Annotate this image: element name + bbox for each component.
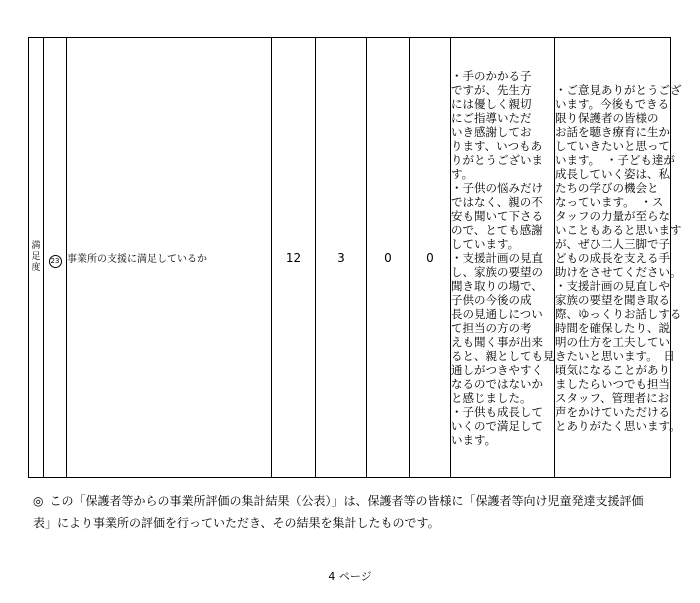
- opinion-line: ので、とても感謝: [451, 222, 543, 237]
- responses-cell: [555, 38, 682, 478]
- opinion-line: しています。: [451, 236, 520, 251]
- opinion-line: ですが、先生方: [451, 82, 532, 97]
- response-line: が、ぜひ二人三脚で子: [555, 236, 670, 251]
- response-line: とありがたく思います。: [555, 418, 681, 433]
- category-cell: [29, 38, 44, 478]
- category-char: 度: [31, 263, 41, 273]
- response-line: ・ご意見ありがとうござ: [555, 82, 682, 97]
- response-line: きたいと思います。 日: [555, 348, 675, 363]
- response-line: 際、ゆっくりお話しする: [555, 306, 682, 321]
- response-line: どもの成長を支える手: [555, 250, 670, 265]
- opinion-line: ・子供の悩みだけ: [451, 180, 543, 195]
- table-row: [29, 38, 671, 478]
- opinion-line: えも聞く事が出来: [451, 334, 543, 349]
- category-char: 足: [31, 252, 41, 262]
- footnote-text-2: 表」により事業所の評価を行っていただき、その結果を集計したものです。: [33, 516, 440, 530]
- response-line: 明の仕方を工夫してい: [555, 334, 670, 349]
- question-number-cell: [44, 38, 67, 478]
- response-line: います。今後もできる: [555, 96, 670, 111]
- response-line: ・支援計画の見直しや: [555, 278, 670, 293]
- footnote-symbol: ◎: [33, 494, 44, 508]
- response-line: スタッフ、管理者にお: [555, 390, 670, 405]
- response-line: タッフの力量が至らな: [555, 208, 670, 223]
- response-line: 声をかけていただける: [555, 404, 670, 419]
- response-line: 家族の要望を聞き取る: [555, 292, 670, 307]
- footnote-text-1: この「保護者等からの事業所評価の集計結果（公表）」は、保護者等の皆様に「保護者等向け児童発達支援評価: [49, 494, 644, 508]
- opinion-line: にご指導いただ: [451, 110, 532, 125]
- question-text: 事業所の支援に満足しているか: [67, 38, 272, 478]
- response-line: なっています。 ・ス: [555, 194, 664, 209]
- opinion-line: いき感謝してお: [451, 124, 532, 139]
- opinion-line: 子供の今後の成: [451, 292, 532, 307]
- page-number: 4 ページ: [328, 570, 372, 583]
- response-line: ましたらいつでも担当: [555, 376, 670, 391]
- footnote: [33, 490, 683, 534]
- response-line: 頃気になることがあり: [555, 362, 670, 377]
- count-yes: 12: [272, 38, 316, 478]
- opinion-line: て担当の方の考: [451, 320, 532, 335]
- opinion-line: ります、いつもあ: [451, 138, 543, 153]
- opinion-line: ・手のかかる子: [451, 68, 532, 83]
- question-number: 23: [49, 255, 62, 268]
- opinion-line: 聞き取りの場で、: [451, 278, 543, 293]
- footnote-line-1: [33, 490, 683, 512]
- opinion-line: いくので満足して: [451, 418, 543, 433]
- response-line: していきたいと思って: [555, 138, 670, 153]
- opinions-text: [451, 69, 554, 447]
- count-neutral: 3: [316, 38, 367, 478]
- response-line: 助けをさせてください。: [555, 264, 682, 279]
- opinion-line: す。: [451, 166, 474, 181]
- opinion-line: ・子供も成長して: [451, 404, 543, 419]
- opinion-line: ・支援計画の見直: [451, 250, 543, 265]
- opinion-line: には優しく親切: [451, 96, 532, 111]
- opinion-line: なるのではないか: [451, 376, 543, 391]
- responses-text: [555, 82, 682, 433]
- count-no: 0: [367, 38, 410, 478]
- opinion-line: ではなく、親の不: [451, 194, 543, 209]
- evaluation-table: [28, 37, 682, 478]
- opinion-line: りがとうございま: [451, 152, 543, 167]
- opinion-line: 通しがつきやすく: [451, 362, 543, 377]
- opinion-line: います。: [451, 432, 497, 447]
- opinion-line: 長の見通しについ: [451, 306, 543, 321]
- opinion-line: し、家族の要望の: [451, 264, 543, 279]
- opinion-line: と感じました。: [451, 390, 532, 405]
- response-line: 成長していく姿は、私: [555, 166, 670, 181]
- count-unknown: 0: [410, 38, 451, 478]
- response-line: お話を聴き療育に生か: [555, 124, 670, 139]
- response-line: 時間を確保したり、説: [555, 320, 670, 335]
- response-line: いこともあると思います: [555, 222, 682, 237]
- opinion-line: ると、親としても見: [451, 348, 555, 363]
- response-line: います。 ・子ども達が: [555, 152, 675, 167]
- response-line: たちの学びの機会と: [555, 180, 659, 195]
- category-char: 満: [31, 241, 41, 251]
- opinion-line: 安も聞いて下さる: [451, 208, 543, 223]
- opinions-cell: [451, 38, 555, 478]
- response-line: 限り保護者の皆様の: [555, 110, 659, 125]
